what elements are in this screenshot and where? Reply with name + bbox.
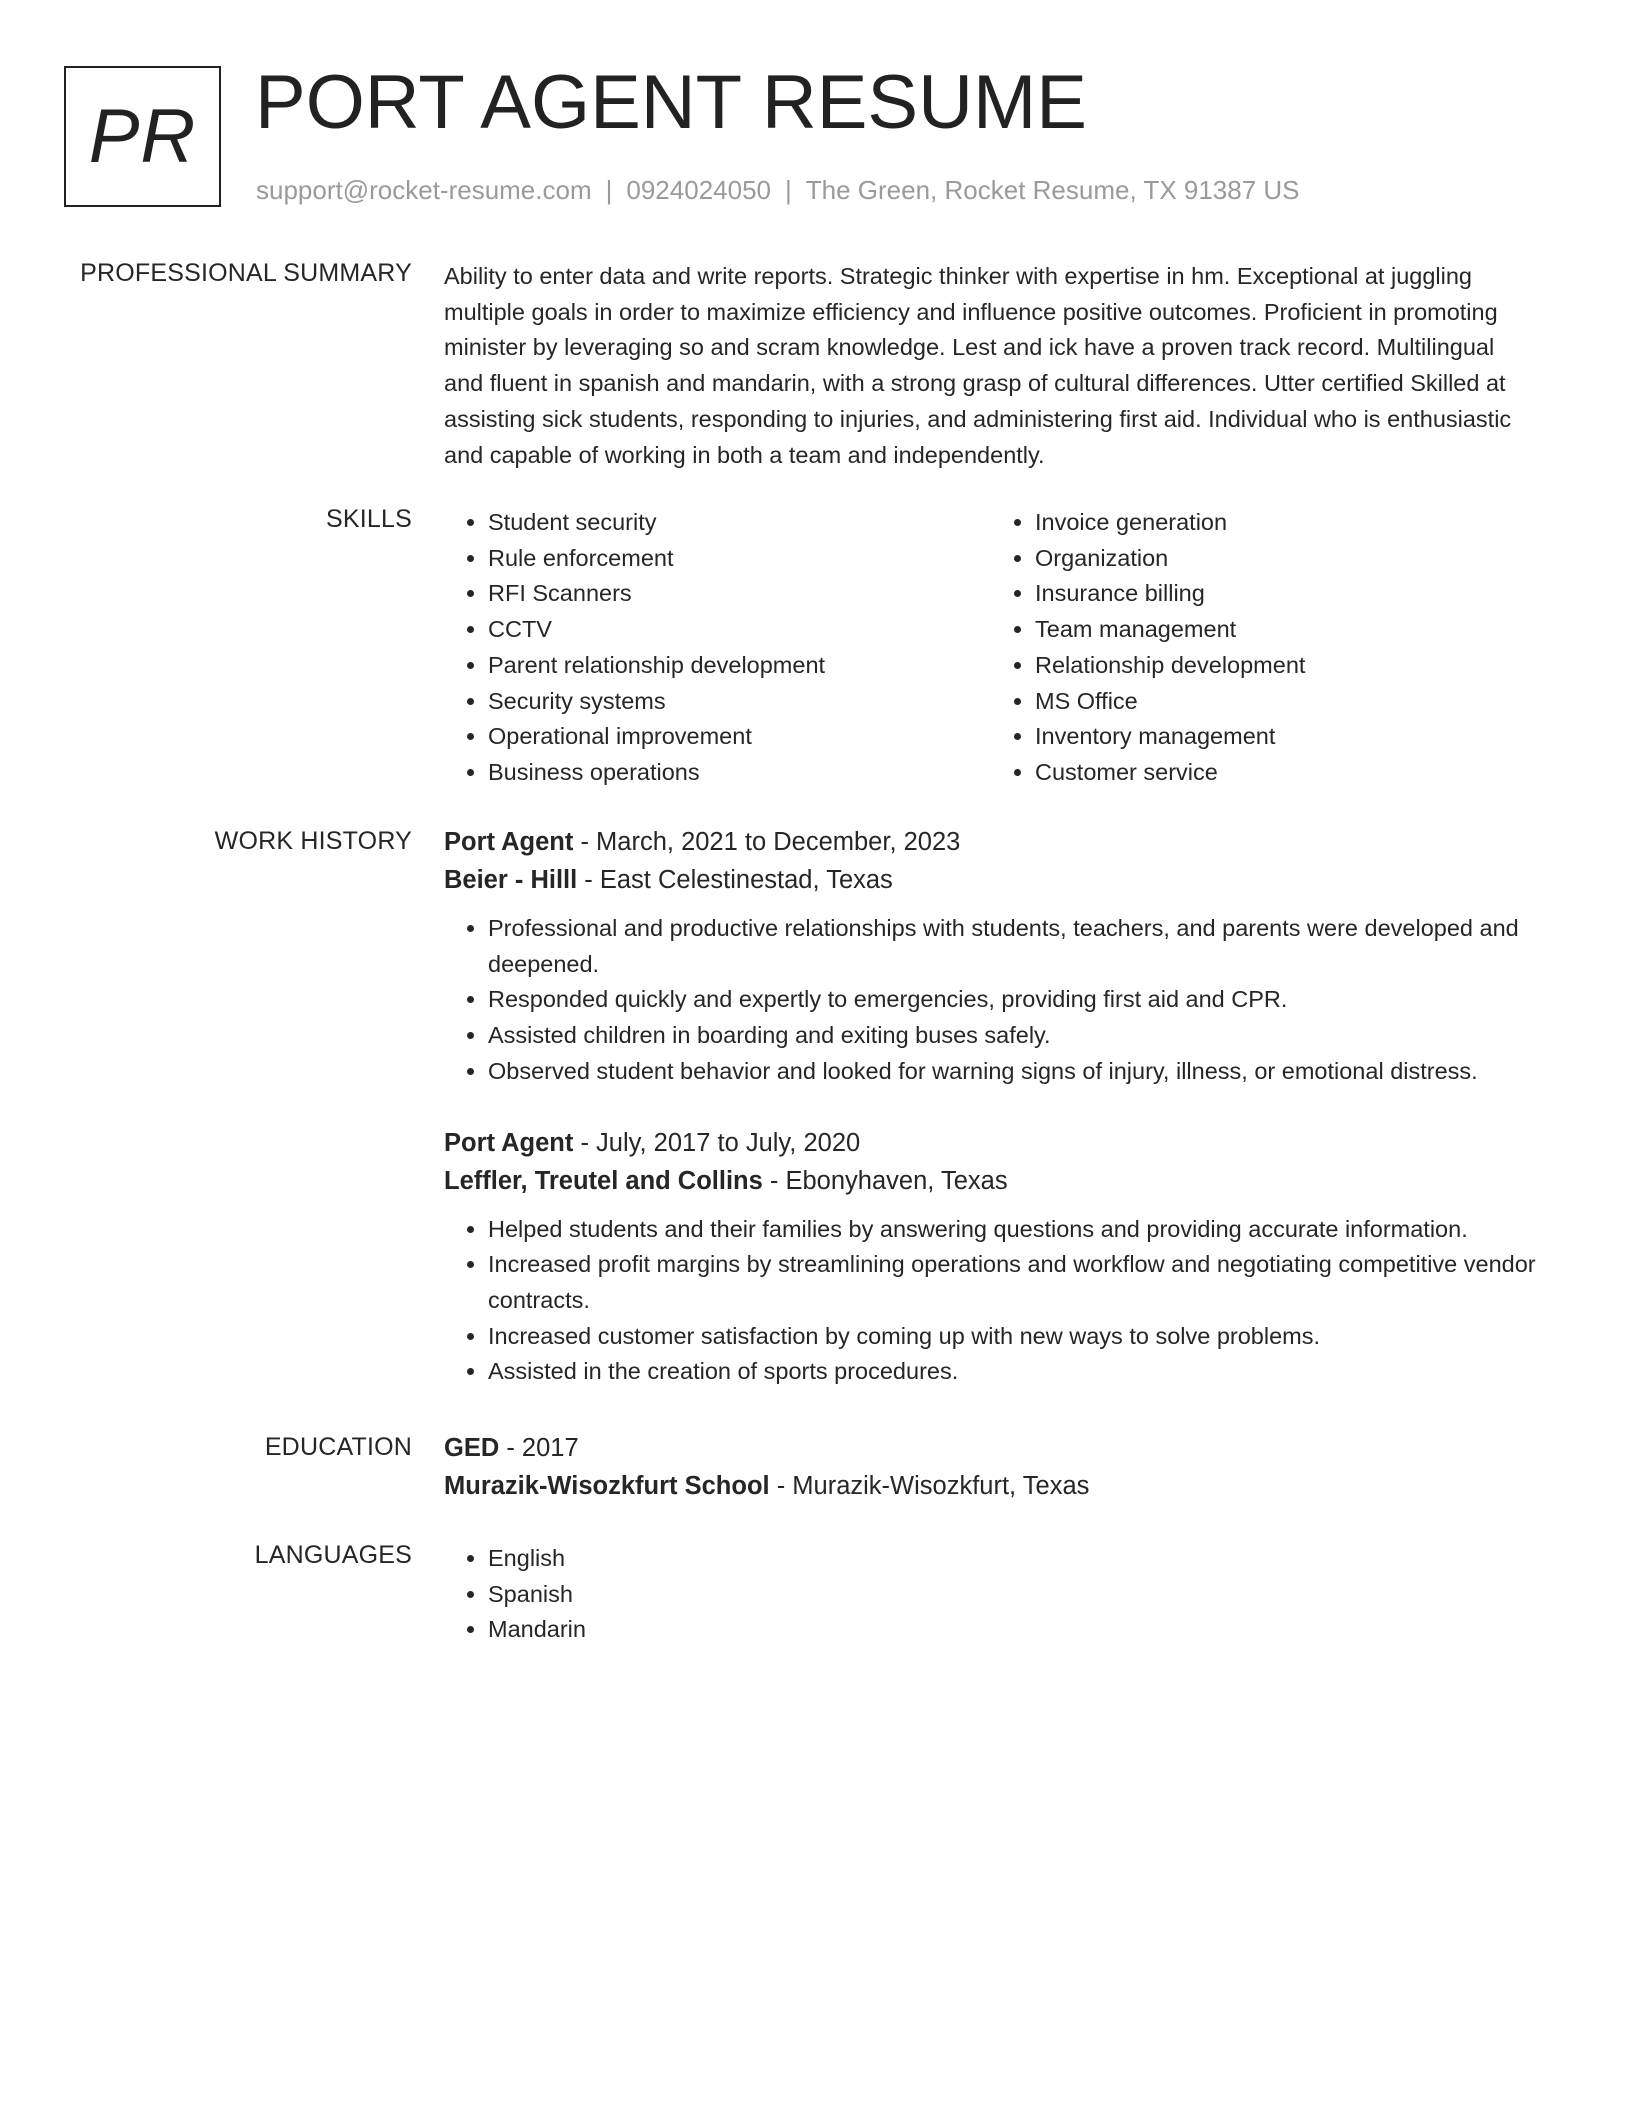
job-entry <box>444 823 1538 1090</box>
skills-list-right <box>991 505 1538 791</box>
education-body <box>444 1429 1538 1517</box>
list-item: • Rule enforcement <box>488 541 991 577</box>
list-item: • CCTV <box>488 612 991 648</box>
section-label-summary: PROFESSIONAL SUMMARY <box>80 259 412 287</box>
skills-body <box>444 505 1538 791</box>
list-item: • Security systems <box>488 684 991 720</box>
education-degree-line <box>444 1429 1538 1467</box>
languages-list <box>444 1541 1538 1648</box>
monogram-logo: PR <box>64 66 221 207</box>
list-item: • Professional and productive relationships with students, teachers, and parents were developed and deepened. <box>488 911 1538 982</box>
section-label-languages: LANGUAGES <box>254 1541 412 1569</box>
list-item: • Assisted in the creation of sports procedures. <box>488 1354 1538 1390</box>
work-history-body <box>444 823 1538 1390</box>
contact-email[interactable]: support@rocket-resume.com <box>256 175 592 205</box>
list-item: • Invoice generation <box>1035 505 1538 541</box>
list-item: • MS Office <box>1035 684 1538 720</box>
education-location: - Murazik-Wisozkfurt, Texas <box>769 1472 1090 1500</box>
list-item: • Increased customer satisfaction by coming up with new ways to solve problems. <box>488 1319 1538 1355</box>
languages-body <box>444 1541 1538 1648</box>
list-item: • Increased profit margins by streamlining operations and workflow and negotiating competitive vendor contracts. <box>488 1247 1538 1318</box>
list-item: • Student security <box>488 505 991 541</box>
section-label-skills: SKILLS <box>326 505 412 533</box>
job-location: - Ebonyhaven, Texas <box>762 1166 1008 1195</box>
job-dates: - March, 2021 to December, 2023 <box>573 828 961 856</box>
job-company: Beier - Hilll <box>444 866 578 894</box>
list-item: • Inventory management <box>1035 719 1538 755</box>
list-item: • Relationship development <box>1035 648 1538 684</box>
job-title-line <box>444 823 1538 861</box>
skills-columns <box>444 505 1538 791</box>
education-degree: GED <box>444 1434 500 1462</box>
page-title: PORT AGENT RESUME <box>255 60 1087 145</box>
skills-list-left <box>444 505 991 791</box>
list-item: • RFI Scanners <box>488 576 991 612</box>
job-entry <box>444 1124 1538 1391</box>
list-item: • Business operations <box>488 755 991 791</box>
contact-line <box>256 174 1300 206</box>
list-item: • English <box>488 1541 1538 1577</box>
summary-body <box>444 259 1538 473</box>
list-item: • Spanish <box>488 1577 1538 1613</box>
list-item: • Responded quickly and expertly to emergencies, providing first aid and CPR. <box>488 982 1538 1018</box>
contact-phone[interactable]: 0924024050 <box>626 175 771 205</box>
section-label-education: EDUCATION <box>264 1433 412 1461</box>
job-company: Leffler, Treutel and Collins <box>444 1166 763 1195</box>
list-item: • Team management <box>1035 612 1538 648</box>
list-item: • Helped students and their families by answering questions and providing accurate information. <box>488 1212 1538 1248</box>
job-title-line <box>444 1124 1538 1162</box>
list-item: • Customer service <box>1035 755 1538 791</box>
summary-text: Ability to enter data and write reports. Strategic thinker with expertise in hm. Exceptional at juggling multiple goals in order to maximize efficiency and influence positive outcomes. Proficient in promoting minister by leveraging so and scram knowledge. Lest and ick have a proven track record. Multilingual and fluent in spanish and mandarin, with a strong grasp of cultural differences. Utter certified Skilled at assisting sick students, responding to injuries, and administering first aid. Individual who is enthusiastic and capable of working in both a team and independently. <box>444 263 1512 468</box>
job-bullets <box>444 1212 1538 1391</box>
job-company-line <box>444 861 1538 899</box>
education-school-line <box>444 1467 1538 1505</box>
job-location: - East Celestinestad, Texas <box>577 866 893 894</box>
list-item: • Assisted children in boarding and exiting buses safely. <box>488 1018 1538 1054</box>
job-company-line <box>444 1162 1538 1200</box>
list-item: • Observed student behavior and looked for warning signs of injury, illness, or emotional distress. <box>488 1054 1538 1090</box>
list-item: • Mandarin <box>488 1612 1538 1648</box>
list-item: • Operational improvement <box>488 719 991 755</box>
job-dates: - July, 2017 to July, 2020 <box>573 1128 861 1157</box>
contact-address: The Green, Rocket Resume, TX 91387 US <box>805 175 1300 205</box>
job-title: Port Agent <box>444 1128 574 1157</box>
contact-separator: | <box>605 175 613 205</box>
list-item: • Insurance billing <box>1035 576 1538 612</box>
list-item: • Organization <box>1035 541 1538 577</box>
list-item: • Parent relationship development <box>488 648 991 684</box>
job-bullets <box>444 911 1538 1090</box>
education-school: Murazik-Wisozkfurt School <box>444 1472 770 1500</box>
section-label-work-history: WORK HISTORY <box>214 827 412 855</box>
contact-separator: | <box>785 175 792 205</box>
job-title: Port Agent <box>444 828 574 856</box>
education-year: - 2017 <box>499 1434 579 1462</box>
